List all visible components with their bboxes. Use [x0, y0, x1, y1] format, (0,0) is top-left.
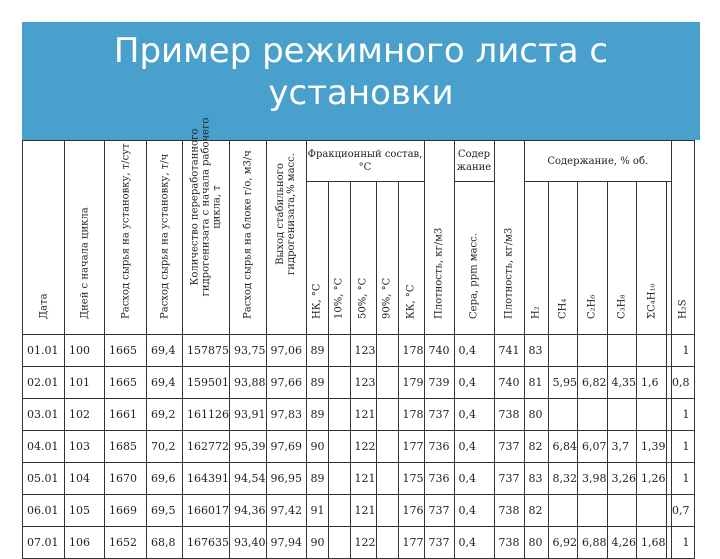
table-cell: 1,26 [637, 463, 667, 495]
table-cell: 1 [672, 431, 695, 463]
table-cell [328, 335, 350, 367]
table-cell: 3,26 [607, 463, 637, 495]
col-50: 50%, °С [350, 182, 376, 335]
table-cell: 123 [350, 367, 376, 399]
table-cell: 81 [524, 367, 548, 399]
table-cell: 1,39 [637, 431, 667, 463]
table-row [23, 527, 695, 559]
col-raw-tsut: Расход сырья на установку, т/сут [105, 141, 147, 335]
table-cell [328, 463, 350, 495]
table-cell: 82 [524, 495, 548, 527]
col-kk: КК, °С [398, 182, 424, 335]
table-cell: 178 [398, 335, 424, 367]
table-cell: 89 [306, 335, 328, 367]
table-cell: 02.01 [23, 367, 65, 399]
table-row [23, 463, 695, 495]
table-cell: 164391 [183, 463, 230, 495]
table-cell: 741 [494, 335, 524, 367]
table-cell: 103 [65, 431, 105, 463]
table-cell: 1 [672, 527, 695, 559]
table-cell: 737 [424, 495, 454, 527]
table-cell: 105 [65, 495, 105, 527]
table-cell: 1669 [105, 495, 147, 527]
table-cell: 738 [494, 495, 524, 527]
table-cell: 93,75 [230, 335, 267, 367]
col-processed: Количество переработанного гидрогенизата с начала рабочего цикла, т [183, 141, 230, 335]
table-cell: 736 [424, 463, 454, 495]
table-cell: 121 [350, 399, 376, 431]
table-cell: 97,06 [266, 335, 306, 367]
table-cell: 97,83 [266, 399, 306, 431]
table-cell: 1661 [105, 399, 147, 431]
table-cell: 122 [350, 527, 376, 559]
table-cell: 93,88 [230, 367, 267, 399]
table-cell: 121 [350, 463, 376, 495]
table-cell [637, 335, 667, 367]
table-cell: 97,66 [266, 367, 306, 399]
col-density2: Плотность, кг/м3 [494, 141, 524, 335]
table-cell: 01.01 [23, 335, 65, 367]
table-cell: 97,42 [266, 495, 306, 527]
table-cell: 1670 [105, 463, 147, 495]
col-ch4: CH₄ [548, 182, 578, 335]
col-content: Содержание, % об. [524, 141, 672, 182]
table-cell: 95,39 [230, 431, 267, 463]
table-cell: 70,2 [147, 431, 183, 463]
col-sulfur: Сера, ppm масс. [454, 182, 494, 335]
table-cell: 1 [672, 335, 695, 367]
table-cell: 93,91 [230, 399, 267, 431]
table-cell: 90 [306, 527, 328, 559]
table-row [23, 367, 695, 399]
table-cell: 69,4 [147, 335, 183, 367]
table-cell: 97,94 [266, 527, 306, 559]
table-cell [376, 463, 398, 495]
col-soder: Содер жание [454, 141, 494, 182]
table-cell: 83 [524, 463, 548, 495]
table-cell [578, 335, 608, 367]
col-c3h8: C₃H₈ [607, 182, 637, 335]
col-raw-th: Расход сырья на установку, т/ч [147, 141, 183, 335]
table-cell: 1685 [105, 431, 147, 463]
table-body [23, 335, 695, 559]
table-cell: 89 [306, 463, 328, 495]
table-cell: 93,40 [230, 527, 267, 559]
table-cell: 122 [350, 431, 376, 463]
table-cell: 69,5 [147, 495, 183, 527]
table-cell: 100 [65, 335, 105, 367]
table-cell [548, 335, 578, 367]
table-cell [578, 399, 608, 431]
col-nk: НК, °С [306, 182, 328, 335]
table-cell: 178 [398, 399, 424, 431]
table-cell: 90 [306, 431, 328, 463]
table-cell [328, 495, 350, 527]
table-cell: 740 [424, 335, 454, 367]
table-cell: 737 [494, 463, 524, 495]
table-cell: 123 [350, 335, 376, 367]
col-blank [667, 182, 672, 335]
col-h2: H₂ [524, 182, 548, 335]
table-cell: 177 [398, 431, 424, 463]
page-title: Пример режимного листа с установки [113, 31, 609, 113]
table-cell [637, 399, 667, 431]
table-cell: 89 [306, 367, 328, 399]
table-cell [376, 495, 398, 527]
table-cell: 167635 [183, 527, 230, 559]
table-cell: 106 [65, 527, 105, 559]
table-cell [328, 367, 350, 399]
table-cell: 738 [494, 399, 524, 431]
table-cell [376, 335, 398, 367]
table-cell: 83 [524, 335, 548, 367]
table-cell: 6,82 [578, 367, 608, 399]
table-cell: 1,68 [637, 527, 667, 559]
table-cell: 159501 [183, 367, 230, 399]
table-cell: 4,26 [607, 527, 637, 559]
table-cell: 736 [424, 431, 454, 463]
table-cell: 68,8 [147, 527, 183, 559]
table-cell: 6,84 [548, 431, 578, 463]
header-row-top [23, 141, 695, 182]
table-cell [376, 367, 398, 399]
table-row [23, 335, 695, 367]
table-cell: 175 [398, 463, 424, 495]
table-cell [376, 431, 398, 463]
table-cell: 05.01 [23, 463, 65, 495]
table-cell: 0,4 [454, 399, 494, 431]
table-cell: 0,4 [454, 463, 494, 495]
table-cell: 0,4 [454, 431, 494, 463]
table-cell: 737 [424, 527, 454, 559]
table-cell: 69,2 [147, 399, 183, 431]
col-days: Дней с начала цикла [65, 141, 105, 335]
table-cell: 1,6 [637, 367, 667, 399]
table-cell: 04.01 [23, 431, 65, 463]
table-cell: 162772 [183, 431, 230, 463]
table-cell: 737 [424, 399, 454, 431]
table-cell: 179 [398, 367, 424, 399]
table-cell: 1 [672, 463, 695, 495]
table-cell: 738 [494, 527, 524, 559]
table-cell: 80 [524, 527, 548, 559]
col-10: 10%, °С [328, 182, 350, 335]
table-cell: 89 [306, 399, 328, 431]
mode-sheet-table [22, 117, 695, 559]
table-cell: 6,07 [578, 431, 608, 463]
table-cell: 161126 [183, 399, 230, 431]
table-cell [328, 399, 350, 431]
col-fraction: Фракционный состав, °С [306, 141, 424, 182]
col-h2s: H₂S [672, 141, 695, 335]
table-cell: 4,35 [607, 367, 637, 399]
table-cell [328, 431, 350, 463]
table-cell: 740 [494, 367, 524, 399]
col-yield: Выход стабильного гидрогенизата,% масс. [266, 141, 306, 335]
table-cell: 1652 [105, 527, 147, 559]
table-cell: 157875 [183, 335, 230, 367]
table-cell: 102 [65, 399, 105, 431]
table-cell: 06.01 [23, 495, 65, 527]
table-row [23, 495, 695, 527]
table-cell: 82 [524, 431, 548, 463]
table-cell: 0,7 [672, 495, 695, 527]
table-cell: 1665 [105, 335, 147, 367]
table-cell: 1665 [105, 367, 147, 399]
table-cell: 69,4 [147, 367, 183, 399]
table-cell: 69,6 [147, 463, 183, 495]
table-cell [548, 495, 578, 527]
table-cell: 104 [65, 463, 105, 495]
table-cell: 91 [306, 495, 328, 527]
table-cell [607, 335, 637, 367]
table-cell: 94,36 [230, 495, 267, 527]
table-cell: 96,95 [266, 463, 306, 495]
col-raw-block: Расход сырья на блоке г/о, м3/ч [230, 141, 267, 335]
table-cell: 8,32 [548, 463, 578, 495]
table-cell: 177 [398, 527, 424, 559]
col-sc4: ΣC₄H₁₀ [637, 182, 667, 335]
table-cell: 94,54 [230, 463, 267, 495]
table-cell: 03.01 [23, 399, 65, 431]
table-cell: 80 [524, 399, 548, 431]
col-c2h6: C₂H₆ [578, 182, 608, 335]
table-cell: 97,69 [266, 431, 306, 463]
col-density: Плотность, кг/м3 [424, 141, 454, 335]
table-cell [376, 399, 398, 431]
table-cell: 0,4 [454, 335, 494, 367]
table-cell [607, 495, 637, 527]
table-cell [328, 527, 350, 559]
table-cell: 0,4 [454, 495, 494, 527]
table-cell: 3,98 [578, 463, 608, 495]
table-cell: 737 [494, 431, 524, 463]
table-cell [376, 527, 398, 559]
table-cell [578, 495, 608, 527]
table-row [23, 431, 695, 463]
table-cell [548, 399, 578, 431]
table-cell: 0,8 [672, 367, 695, 399]
table-cell: 5,95 [548, 367, 578, 399]
table-cell [607, 399, 637, 431]
table-cell: 3,7 [607, 431, 637, 463]
table-cell: 1 [672, 399, 695, 431]
table-cell: 6,92 [548, 527, 578, 559]
table-cell: 176 [398, 495, 424, 527]
table-cell: 6,88 [578, 527, 608, 559]
table-cell: 0,4 [454, 527, 494, 559]
table-cell: 121 [350, 495, 376, 527]
col-90: 90%, °С [376, 182, 398, 335]
table-row [23, 399, 695, 431]
table-cell: 101 [65, 367, 105, 399]
table-cell: 739 [424, 367, 454, 399]
table-cell [637, 495, 667, 527]
table-cell: 0,4 [454, 367, 494, 399]
col-date: Дата [23, 141, 65, 335]
table-cell: 166017 [183, 495, 230, 527]
table-cell: 07.01 [23, 527, 65, 559]
